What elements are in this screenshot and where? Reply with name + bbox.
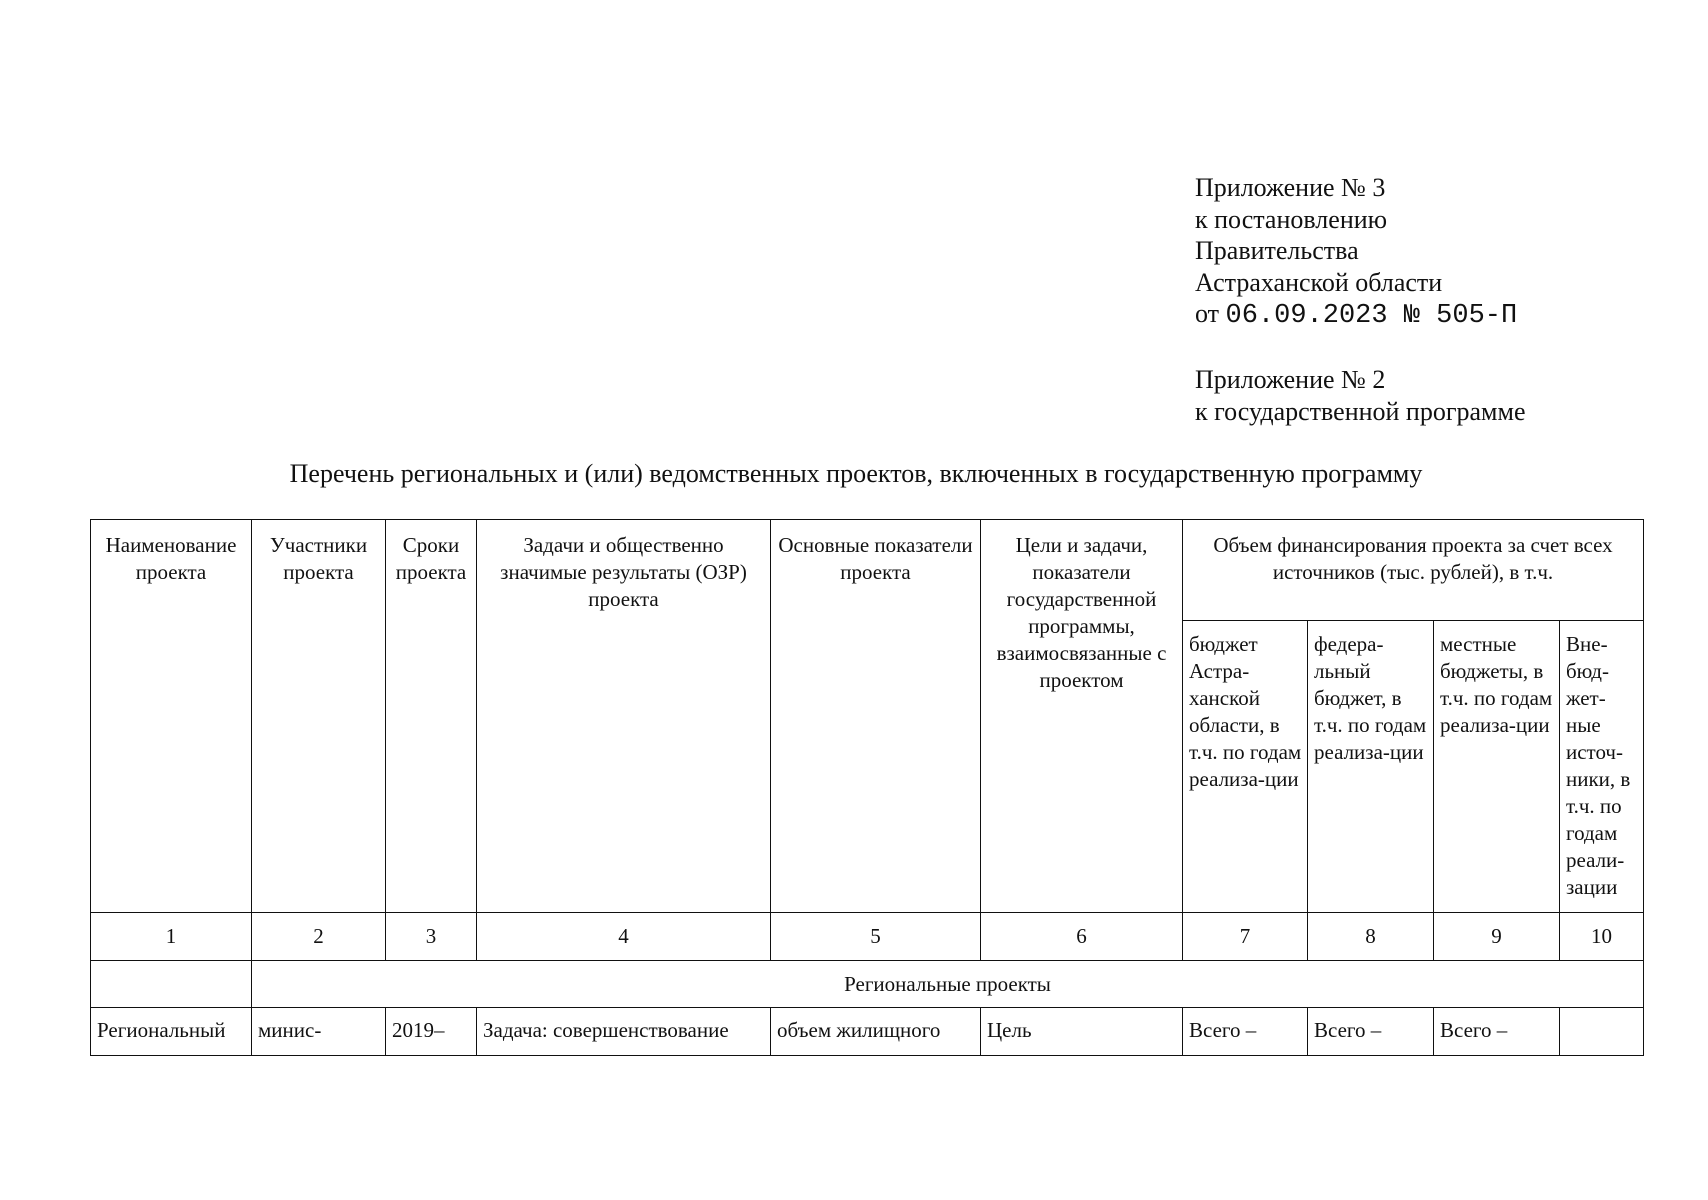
header-project-terms: Сроки проекта xyxy=(386,520,477,913)
header-project-tasks: Задачи и общественно значимые результаты (ОЗР) проекта xyxy=(477,520,771,913)
header-federal-budget: федера-льный бюджет, в т.ч. по годам реализа-ции xyxy=(1308,621,1434,913)
resolution-date-number: 06.09.2023 № 505-П xyxy=(1225,301,1518,331)
cell-federal-budget: Всего – xyxy=(1308,1008,1434,1056)
section-row xyxy=(91,961,1644,1008)
header-local-budgets: местные бюджеты, в т.ч. по годам реализа-ции xyxy=(1434,621,1560,913)
cell-indicators: объем жилищного xyxy=(771,1008,981,1056)
header-funding: Объем финансирования проекта за счет всех источников (тыс. рублей), в т.ч. xyxy=(1183,520,1644,621)
column-number: 6 xyxy=(981,913,1183,961)
cell-regional-budget: Всего – xyxy=(1183,1008,1308,1056)
section-empty-cell xyxy=(91,961,252,1008)
appendix-2-line-program: к государственной программе xyxy=(1195,396,1526,426)
appendix-2-title: Приложение № 2 xyxy=(1195,365,1386,394)
appendix-3-title: Приложение № 3 xyxy=(1195,173,1386,202)
column-number: 8 xyxy=(1308,913,1434,961)
header-extrabudgetary-sources: Вне-бюд-жет-ные источ-ники, в т.ч. по годам реали-зации xyxy=(1560,621,1644,913)
column-number: 2 xyxy=(252,913,386,961)
appendix-3-block xyxy=(1195,172,1517,333)
column-number: 1 xyxy=(91,913,252,961)
appendix-3-line-resolution: к постановлению xyxy=(1195,204,1388,234)
cell-goals: Цель xyxy=(981,1008,1183,1056)
cell-local-budgets: Всего – xyxy=(1434,1008,1560,1056)
date-prefix: от xyxy=(1195,299,1220,328)
projects-table xyxy=(90,519,1644,1056)
column-numbers-row xyxy=(91,913,1644,961)
section-regional-projects: Региональные проекты xyxy=(252,961,1644,1008)
header-row-top xyxy=(91,520,1644,621)
header-project-name: Наименование проекта xyxy=(91,520,252,913)
document-title: Перечень региональных и (или) ведомственных проектов, включенных в государственную программу xyxy=(289,459,1423,488)
appendix-2-block xyxy=(1195,364,1526,427)
appendix-3-line-region: Астраханской области xyxy=(1195,267,1443,297)
column-number: 7 xyxy=(1183,913,1308,961)
column-number: 10 xyxy=(1560,913,1644,961)
cell-participants: минис- xyxy=(252,1008,386,1056)
header-program-goals: Цели и задачи, показатели государственной программы, взаимосвязанные с проектом xyxy=(981,520,1183,913)
appendix-3-date-line xyxy=(1195,298,1517,333)
cell-project-name: Региональный xyxy=(91,1008,252,1056)
cell-extrabudgetary xyxy=(1560,1008,1644,1056)
header-project-participants: Участники проекта xyxy=(252,520,386,913)
header-project-indicators: Основные показатели проекта xyxy=(771,520,981,913)
column-number: 4 xyxy=(477,913,771,961)
appendix-3-line-government: Правительства xyxy=(1195,236,1359,265)
cell-tasks: Задача: совершенствование xyxy=(477,1008,771,1056)
cell-terms: 2019– xyxy=(386,1008,477,1056)
table-row xyxy=(91,1008,1644,1056)
column-number: 3 xyxy=(386,913,477,961)
header-regional-budget: бюджет Астра-ханской области, в т.ч. по годам реализа-ции xyxy=(1183,621,1308,913)
column-number: 9 xyxy=(1434,913,1560,961)
column-number: 5 xyxy=(771,913,981,961)
